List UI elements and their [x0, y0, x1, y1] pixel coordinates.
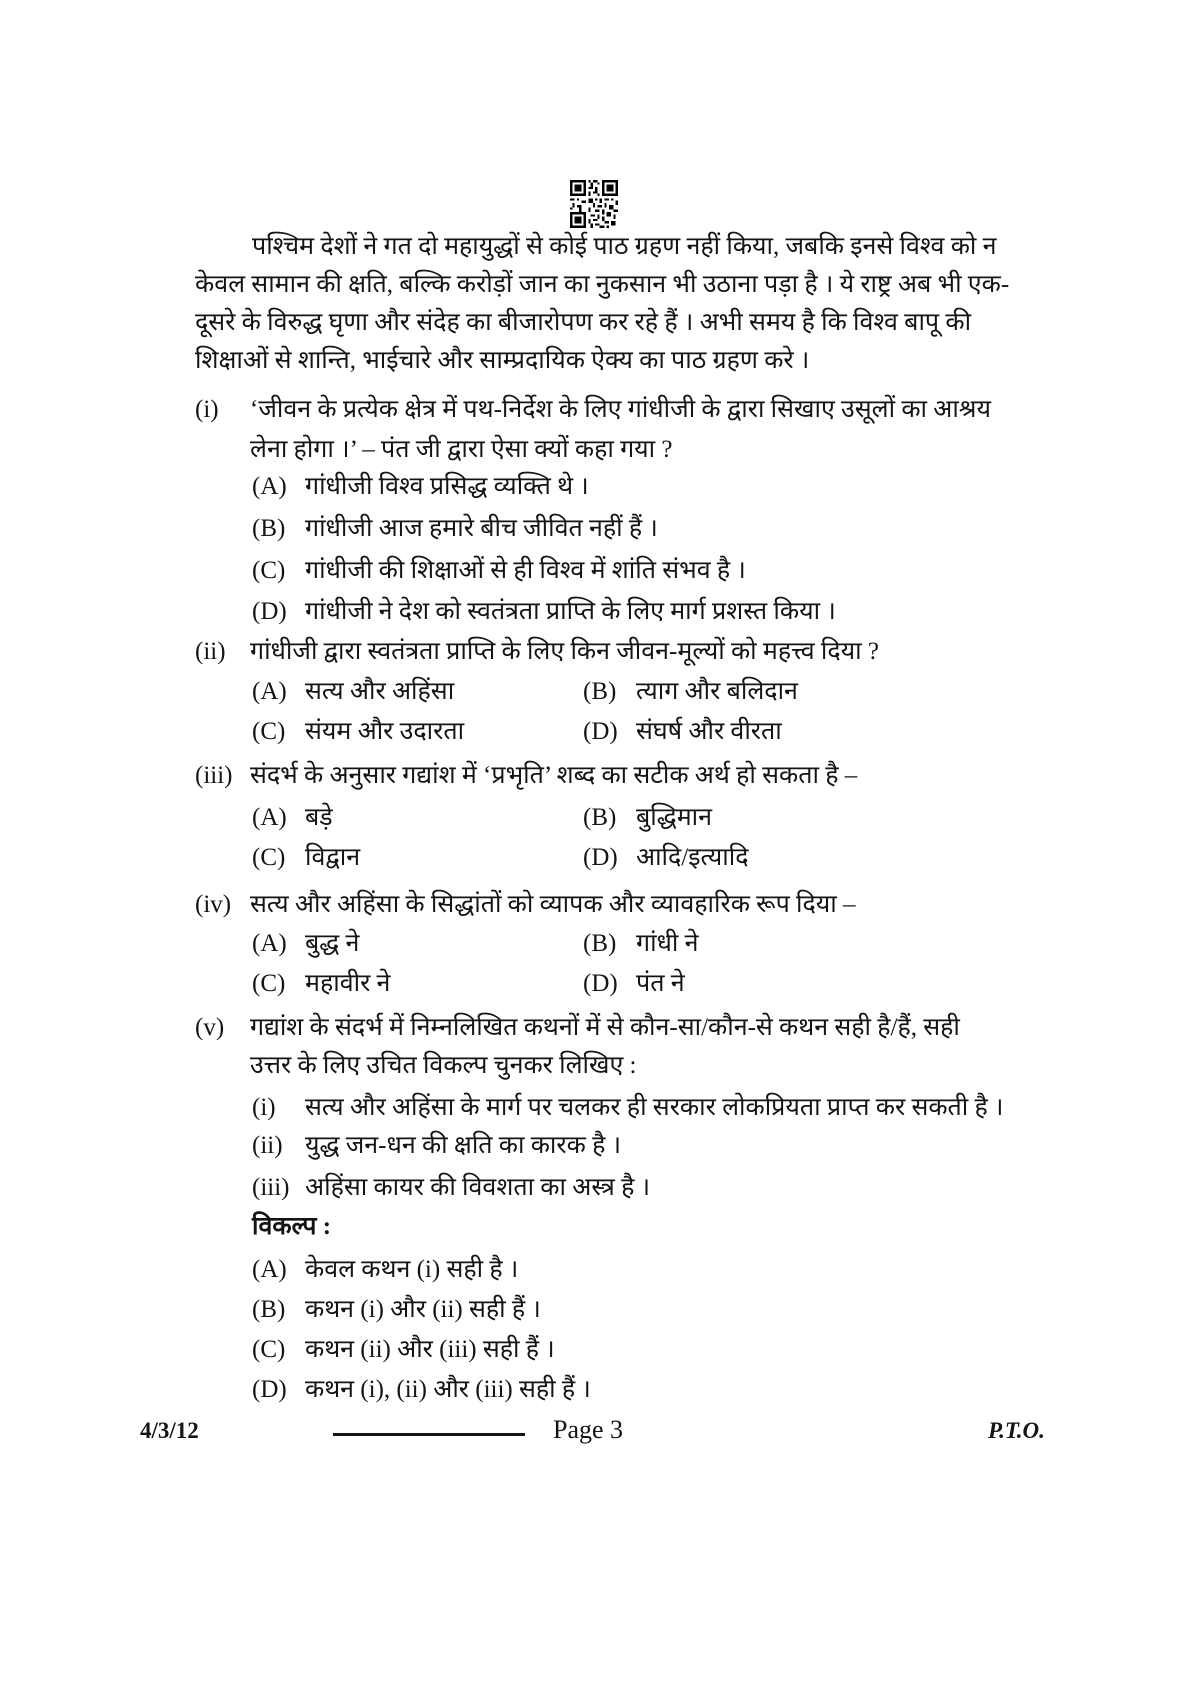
question-i-option-a	[0, 467, 1190, 507]
option-text: बुद्धिमान	[636, 804, 713, 831]
question-i-option-d	[0, 592, 1190, 632]
option-text: बड़े	[305, 804, 333, 831]
option-label: (D)	[583, 718, 618, 745]
option-label: (C)	[252, 718, 286, 745]
option-text: केवल कथन (i) सही है ।	[305, 1256, 519, 1283]
question-v-text: गद्यांश के संदर्भ में निम्नलिखित कथनों में से कौन-सा/कौन-से कथन सही है/हैं, सही	[250, 1014, 960, 1041]
option-label: (A)	[252, 678, 287, 705]
question-v-option-d	[0, 1370, 1190, 1410]
question-iv	[0, 885, 1190, 925]
option-text: त्याग और बलिदान	[636, 678, 798, 705]
question-iii-number: (iii)	[195, 762, 233, 789]
statement-label: (iii)	[252, 1174, 290, 1201]
option-text: आदि/इत्यादि	[636, 844, 749, 871]
question-v-line-2: उत्तर के लिए उचित विकल्प चुनकर लिखिए :	[250, 1052, 637, 1079]
option-text: कथन (i), (ii) और (iii) सही हैं ।	[305, 1376, 591, 1403]
question-v-statement-1	[0, 1088, 1190, 1128]
passage-line-3: दूसरे के विरुद्ध घृणा और संदेह का बीजारोपण कर रहे हैं । अभी समय है कि विश्व बापू की	[195, 309, 972, 336]
option-text: संयम और उदारता	[305, 718, 465, 745]
option-label: (D)	[252, 598, 287, 625]
option-text: सत्य और अहिंसा	[305, 678, 455, 705]
question-i-line-1	[0, 390, 1190, 430]
option-label: (B)	[252, 515, 286, 542]
statement-text: सत्य और अहिंसा के मार्ग पर चलकर ही सरकार लोकप्रियता प्राप्त कर सकती है ।	[305, 1094, 1004, 1121]
question-i-number: (i)	[195, 396, 219, 423]
question-v-number: (v)	[195, 1014, 225, 1041]
question-v-option-a	[0, 1250, 1190, 1290]
question-i-text: ‘जीवन के प्रत्येक क्षेत्र में पथ-निर्देश के लिए गांधीजी के द्वारा सिखाए उसूलों का आश्रय	[250, 396, 992, 423]
question-v-line-1	[0, 1008, 1190, 1048]
statement-label: (ii)	[252, 1132, 283, 1159]
vikalp-heading: विकल्प :	[252, 1213, 332, 1240]
passage-line-2: केवल सामान की क्षति, बल्कि करोड़ों जान का नुकसान भी उठाना पड़ा है । ये राष्ट्र अब भी एक-	[195, 271, 1010, 298]
question-iii-options-row-2	[0, 838, 1190, 878]
question-i-option-c	[0, 551, 1190, 591]
question-iii-options-row-1	[0, 798, 1190, 838]
option-text: गांधीजी की शिक्षाओं से ही विश्व में शांति संभव है ।	[305, 557, 746, 584]
statement-text: अहिंसा कायर की विवशता का अस्त्र है ।	[305, 1174, 651, 1201]
question-ii-options-row-1	[0, 672, 1190, 712]
option-text: गांधीजी आज हमारे बीच जीवित नहीं हैं ।	[305, 515, 658, 542]
option-text: पंत ने	[636, 970, 685, 997]
option-label: (C)	[252, 1336, 286, 1363]
question-iv-text: सत्य और अहिंसा के सिद्धांतों को व्यापक और व्यावहारिक रूप दिया –	[250, 891, 856, 918]
option-text: संघर्ष और वीरता	[636, 718, 782, 745]
option-text: कथन (ii) और (iii) सही हैं ।	[305, 1336, 555, 1363]
pto-label: P.T.O.	[988, 1418, 1045, 1443]
question-v-statement-2	[0, 1126, 1190, 1166]
question-i-option-b	[0, 509, 1190, 549]
question-iii-text: संदर्भ के अनुसार गद्यांश में ‘प्रभृति’ शब्द का सटीक अर्थ हो सकता है –	[250, 762, 858, 789]
option-label: (D)	[252, 1376, 287, 1403]
option-text: कथन (i) और (ii) सही हैं ।	[305, 1296, 541, 1323]
paper-code: 4/3/12	[140, 1418, 199, 1443]
question-ii	[0, 632, 1190, 672]
statement-text: युद्ध जन-धन की क्षति का कारक है ।	[305, 1132, 622, 1159]
question-v-option-b	[0, 1290, 1190, 1330]
question-ii-options-row-2	[0, 712, 1190, 752]
option-text: गांधी ने	[636, 930, 699, 957]
question-iv-options-row-1	[0, 924, 1190, 964]
option-label: (B)	[583, 678, 617, 705]
option-text: विद्वान	[305, 844, 361, 871]
option-label: (D)	[583, 844, 618, 871]
option-label: (C)	[252, 970, 286, 997]
option-label: (D)	[583, 970, 618, 997]
footer-divider-line	[333, 1433, 525, 1436]
question-iv-number: (iv)	[195, 891, 232, 918]
question-iii	[0, 756, 1190, 796]
question-ii-text: गांधीजी द्वारा स्वतंत्रता प्राप्ति के लिए किन जीवन-मूल्यों को महत्त्व दिया ?	[250, 638, 879, 665]
qr-code	[570, 180, 618, 228]
option-text: गांधीजी विश्व प्रसिद्ध व्यक्ति थे ।	[305, 473, 589, 500]
option-text: गांधीजी ने देश को स्वतंत्रता प्राप्ति के लिए मार्ग प्रशस्त किया ।	[305, 598, 836, 625]
statement-label: (i)	[252, 1094, 276, 1121]
question-iv-options-row-2	[0, 964, 1190, 1004]
option-label: (B)	[252, 1296, 286, 1323]
question-ii-number: (ii)	[195, 638, 226, 665]
question-i-line-2: लेना होगा ।’ – पंत जी द्वारा ऐसा क्यों कहा गया ?	[250, 436, 673, 463]
option-text: बुद्ध ने	[305, 930, 360, 957]
question-v-statement-3	[0, 1168, 1190, 1208]
option-label: (B)	[583, 930, 617, 957]
option-label: (A)	[252, 1256, 287, 1283]
option-label: (C)	[252, 844, 286, 871]
option-label: (B)	[583, 804, 617, 831]
option-label: (A)	[252, 804, 287, 831]
passage-line-4: शिक्षाओं से शान्ति, भाईचारे और साम्प्रदायिक ऐक्य का पाठ ग्रहण करे ।	[195, 347, 810, 374]
question-v-option-c	[0, 1330, 1190, 1370]
option-label: (A)	[252, 473, 287, 500]
page-number: Page 3	[553, 1415, 624, 1444]
passage-line-1: पश्चिम देशों ने गत दो महायुद्धों से कोई पाठ ग्रहण नहीं किया, जबकि इनसे विश्व को न	[252, 233, 997, 260]
option-label: (A)	[252, 930, 287, 957]
option-text: महावीर ने	[305, 970, 391, 997]
option-label: (C)	[252, 557, 286, 584]
